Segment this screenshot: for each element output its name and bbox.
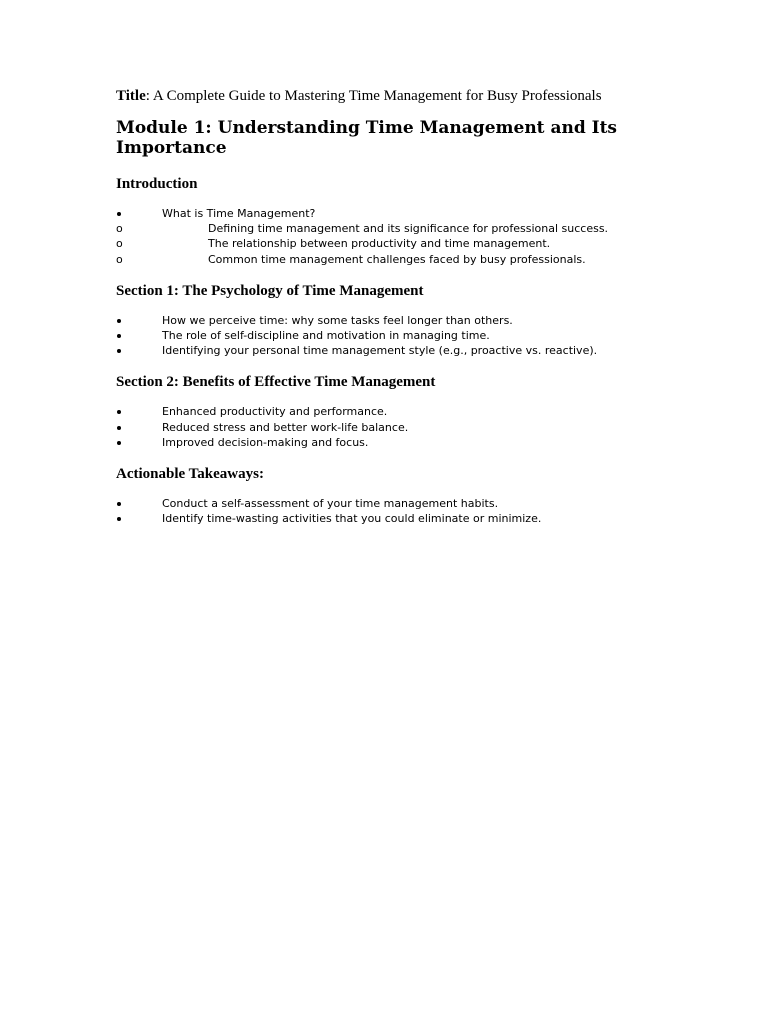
section-heading: Introduction: [116, 176, 198, 192]
module-heading-line2: Importance: [116, 138, 227, 158]
sub-list-item: [116, 252, 716, 267]
list-item: [116, 420, 716, 435]
bullet-dot-icon: [117, 319, 121, 323]
list-item-text: Reduced stress and better work-life balance.: [162, 420, 409, 434]
module-heading-line1: Module 1: Understanding Time Management and Its: [116, 118, 618, 138]
section-heading: Section 1: The Psychology of Time Management: [116, 282, 424, 299]
list-item-text: The relationship between productivity and time management.: [208, 237, 551, 251]
list-item: [116, 511, 716, 526]
sub-bullet-marker: o: [116, 252, 123, 266]
sub-list-item: [116, 236, 716, 251]
section-list: [116, 206, 716, 267]
sub-bullet-marker: o: [116, 237, 123, 251]
list-item-text: What is Time Management?: [162, 207, 316, 220]
list-item: [116, 328, 716, 343]
list-item-text: Identify time-wasting activities that you could eliminate or minimize.: [162, 512, 542, 526]
list-item-text: The role of self-discipline and motivation in managing time.: [162, 329, 490, 343]
section-list: [116, 496, 716, 526]
list-item-text: Conduct a self-assessment of your time management habits.: [162, 497, 499, 511]
document-page: [116, 86, 716, 540]
list-item-text: How we perceive time: why some tasks feel longer than others.: [162, 313, 513, 327]
list-item-text: Enhanced productivity and performance.: [162, 405, 388, 419]
bullet-dot-icon: [117, 441, 121, 445]
bullet-dot-icon: [117, 334, 121, 338]
section-heading: Section 2: Benefits of Effective Time Management: [116, 374, 436, 391]
list-item: [116, 404, 716, 419]
list-item: [116, 313, 716, 328]
list-item: [116, 206, 716, 221]
title-label: Title: [116, 88, 146, 104]
module-heading: [116, 118, 716, 158]
list-item-text: Common time management challenges faced by busy professionals.: [208, 252, 586, 266]
bullet-dot-icon: [117, 212, 121, 216]
sections-container: [116, 174, 716, 526]
list-item-text: Improved decision-making and focus.: [162, 435, 369, 449]
bullet-dot-icon: [117, 502, 121, 506]
list-item: [116, 496, 716, 511]
section-list: [116, 404, 716, 450]
list-item: [116, 435, 716, 450]
section-heading: Actionable Takeaways:: [116, 466, 264, 483]
sub-list-item: [116, 221, 716, 236]
section-list: [116, 313, 716, 359]
title-text: : A Complete Guide to Mastering Time Management for Busy Professionals: [145, 88, 602, 104]
document-title: [116, 86, 716, 106]
sub-bullet-marker: o: [116, 222, 123, 236]
bullet-dot-icon: [117, 426, 121, 430]
list-item-text: Identifying your personal time management style (e.g., proactive vs. reactive).: [162, 344, 598, 358]
list-item: [116, 343, 716, 358]
list-item-text: Defining time management and its significance for professional success.: [208, 222, 609, 236]
